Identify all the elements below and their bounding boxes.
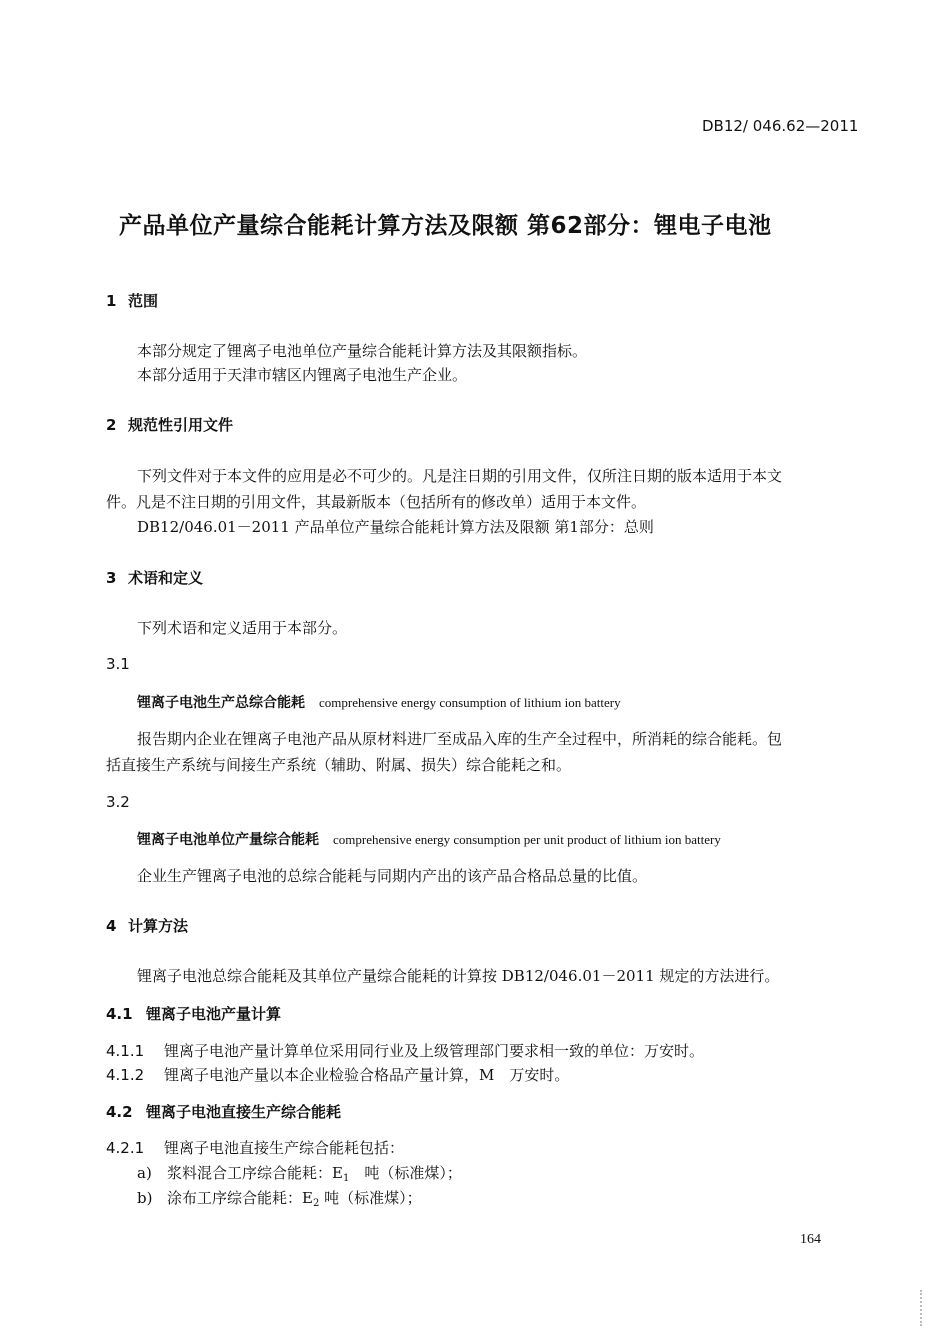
clause-number: 4.2.1 — [106, 1139, 145, 1157]
section-number: 2 — [106, 416, 117, 434]
list-text: 浆料混合工序综合能耗：E — [167, 1164, 343, 1182]
clause-text: 锂离子电池产量以本企业检验合格品产量计算，M 万安时。 — [164, 1066, 570, 1084]
term-entry — [137, 829, 721, 849]
section-1-heading — [106, 290, 158, 311]
clause-number: 4.1.1 — [106, 1042, 145, 1060]
term-english: comprehensive energy consumption of lithium ion battery — [319, 695, 621, 710]
subscript: 2 — [312, 1198, 320, 1209]
section-number: 4 — [106, 917, 117, 935]
list-label: a) — [137, 1164, 152, 1182]
paragraph: 本部分规定了锂离子电池单位产量综合能耗计算方法及其限额指标。 — [137, 342, 588, 360]
page-number: 164 — [800, 1232, 821, 1247]
clause-number: 4.1.2 — [106, 1066, 145, 1084]
term-number: 3.1 — [106, 655, 130, 673]
normative-reference: DB12/046.01－2011 产品单位产量综合能耗计算方法及限额 第1部分：总则 — [137, 518, 654, 536]
section-title: 术语和定义 — [128, 569, 204, 587]
subscript: 1 — [342, 1173, 350, 1184]
section-title: 规范性引用文件 — [128, 416, 234, 434]
clause-4-1-2 — [106, 1064, 569, 1085]
section-2-heading — [106, 414, 233, 435]
subsection-title: 锂离子电池直接生产综合能耗 — [146, 1103, 342, 1121]
clause-4-1-1 — [106, 1040, 704, 1061]
section-title: 计算方法 — [128, 917, 189, 935]
term-definition: 报告期内企业在锂离子电池产品从原材料进厂至成品入库的生产全过程中，所消耗的综合能耗。包 — [137, 730, 783, 748]
section-title: 范围 — [128, 292, 159, 310]
list-label: b) — [137, 1189, 153, 1207]
term-chinese: 锂离子电池生产总综合能耗 — [137, 695, 305, 711]
subsection-4-2-heading — [106, 1101, 341, 1122]
paragraph: 下列术语和定义适用于本部分。 — [137, 619, 348, 637]
paragraph: 下列文件对于本文件的应用是必不可少的。凡是注日期的引用文件，仅所注日期的版本适用于本文 — [137, 467, 783, 485]
document-code: DB12/ 046.62—2011 — [702, 117, 859, 135]
paragraph: 锂离子电池总综合能耗及其单位产量综合能耗的计算按 DB12/046.01－2011 规定的方法进行。 — [137, 967, 780, 985]
list-text-unit: 吨（标准煤）； — [319, 1189, 422, 1207]
subsection-number: 4.2 — [106, 1103, 133, 1121]
section-3-heading — [106, 567, 203, 588]
subsection-4-1-heading — [106, 1003, 281, 1024]
clause-4-2-1 — [106, 1137, 404, 1158]
term-definition: 企业生产锂离子电池的总综合能耗与同期内产出的该产品合格品总量的比值。 — [137, 867, 648, 885]
subsection-number: 4.1 — [106, 1005, 133, 1023]
paragraph: 本部分适用于天津市辖区内锂离子电池生产企业。 — [137, 366, 468, 384]
section-4-heading — [106, 915, 188, 936]
list-item-b — [137, 1187, 422, 1209]
clause-text: 锂离子电池产量计算单位采用同行业及上级管理部门要求相一致的单位：万安时。 — [164, 1042, 705, 1060]
list-item-a — [137, 1162, 462, 1184]
section-number: 1 — [106, 292, 117, 310]
scan-edge-mark — [918, 1290, 922, 1326]
clause-text: 锂离子电池直接生产综合能耗包括： — [164, 1139, 405, 1157]
term-entry — [137, 692, 621, 712]
section-number: 3 — [106, 569, 117, 587]
subsection-title: 锂离子电池产量计算 — [146, 1005, 282, 1023]
term-chinese: 锂离子电池单位产量综合能耗 — [137, 832, 319, 848]
term-number: 3.2 — [106, 793, 130, 811]
paragraph-continuation: 件。凡是不注日期的引用文件，其最新版本（包括所有的修改单）适用于本文件。 — [106, 493, 647, 511]
list-text: 涂布工序综合能耗：E — [167, 1189, 313, 1207]
document-title: 产品单位产量综合能耗计算方法及限额 第62部分：锂电子电池 — [119, 213, 772, 239]
list-text-unit: 吨（标准煤）； — [349, 1164, 462, 1182]
term-english: comprehensive energy consumption per unit product of lithium ion battery — [333, 832, 721, 847]
term-definition-continuation: 括直接生产系统与间接生产系统（辅助、附属、损失）综合能耗之和。 — [106, 756, 572, 774]
